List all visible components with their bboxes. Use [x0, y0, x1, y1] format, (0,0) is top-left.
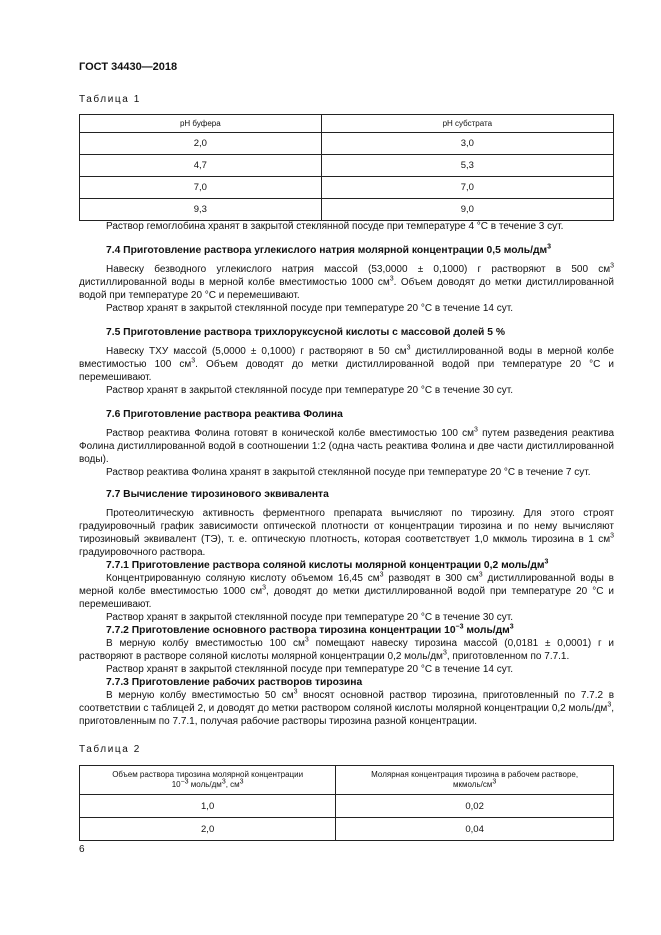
- section-heading-7-7: 7.7 Вычисление тирозинового эквивалента: [106, 489, 329, 500]
- table-cell: 5,3: [321, 155, 613, 177]
- table1-header-buffer-ph: рН буфера: [80, 115, 322, 133]
- paragraph: Раствор реактива Фолина готовят в конической колбе вместимостью 100 $см^3$ путем разведения реактива Фолина дистиллированной водой в соотношении 1:2 (одна часть реактива Фолина и две части дистиллированной воды).: [79, 426, 614, 465]
- paragraph: Протеолитическую активность ферментного препарата вычисляют по тирозину. Для этого строят градуировочный график зависимости оптической плотности от концентрации тирозина и по нему вычисляют тирозиновый эквивалент (ТЭ), т. е. оптическую плотность, которая соответствует 1,0 мкмоль тирозина в 1 $см^3$ градуировочного раствора.: [79, 508, 614, 558]
- body-text-block-2: [79, 488, 614, 728]
- paragraph: Раствор хранят в закрытой стеклянной посуде при температуре 20 °С в течение 30 сут.: [106, 612, 513, 623]
- table-row: [80, 795, 614, 818]
- paragraph: Навеску ТХУ массой (5,0000 ± 0,1000) г растворяют в 50 $см^3$ дистиллированной воды в мерной колбе вместимостью 100 $см^3$. Объем доводят до метки дистиллированной водой при температуре 20 °С и перемешивают.: [79, 344, 614, 383]
- table1: [79, 114, 614, 221]
- paragraph: Раствор хранят в закрытой стеклянной посуде при температуре 20 °С в течение 14 сут.: [106, 303, 513, 314]
- table-row: [80, 199, 614, 221]
- paragraph: Раствор гемоглобина хранят в закрытой стеклянной посуде при температуре 4 °С в течение 3 сут.: [106, 221, 564, 232]
- table2-caption: Таблица 2: [79, 744, 141, 755]
- table2: [79, 765, 614, 841]
- paragraph: Раствор реактива Фолина хранят в закрытой стеклянной посуде при температуре 20 °С в течение 7 сут.: [106, 467, 591, 478]
- section-heading-7-7-3: 7.7.3 Приготовление рабочих растворов тирозина: [106, 677, 363, 688]
- table-cell: 2,0: [80, 818, 336, 841]
- section-heading-7-7-2: 7.7.2 Приготовление основного раствора тирозина концентрации $10^{-3}$ моль/$дм^3$: [106, 623, 514, 636]
- table2-header-volume: Объем раствора тирозина молярной концентрации $10^{-3}$ моль/$дм^3$, $см^3$: [80, 766, 336, 795]
- section-heading-7-6: 7.6 Приготовление раствора реактива Фолина: [106, 409, 343, 420]
- document-header: ГОСТ 34430—2018: [79, 61, 178, 73]
- paragraph: В мерную колбу вместимостью 100 $см^3$ помещают навеску тирозина массой (0,0181 ± 0,0001) г и растворяют в растворе соляной кислоты молярной концентрации 0,2 моль/$дм^3$, приготовленном по 7.7.1.: [79, 636, 614, 662]
- page-number: 6: [79, 844, 85, 855]
- table2-header-concentration: Молярная концентрация тирозина в рабочем растворе, мкмоль/$см^3$: [336, 766, 614, 795]
- section-heading-7-7-1: 7.7.1 Приготовление раствора соляной кислоты молярной концентрации 0,2 моль/$дм^3$: [106, 558, 549, 571]
- table-row: [80, 818, 614, 841]
- section-heading-7-5: 7.5 Приготовление раствора трихлоруксусной кислоты с массовой долей 5 %: [106, 327, 505, 338]
- table-cell: 3,0: [321, 133, 613, 155]
- paragraph: В мерную колбу вместимостью 50 $см^3$ вносят основной раствор тирозина, приготовленный по 7.7.2 в соответствии с таблицей 2, и доводят до метки раствором соляной кислоты молярной концентрации 0,2 моль/$дм^3$, приготовленным по 7.7.1, получая рабочие растворы тирозина разной концентрации.: [79, 688, 615, 727]
- table-cell: 2,0: [80, 133, 322, 155]
- paragraph: Раствор хранят в закрытой стеклянной посуде при температуре 20 °С в течение 14 сут.: [106, 664, 513, 675]
- table-cell: 0,02: [336, 795, 614, 818]
- table-cell: 1,0: [80, 795, 336, 818]
- table-row: [80, 177, 614, 199]
- table-row: [80, 133, 614, 155]
- table-cell: 4,7: [80, 155, 322, 177]
- paragraph: Раствор хранят в закрытой стеклянной посуде при температуре 20 °С в течение 30 сут.: [106, 385, 513, 396]
- table-cell: 0,04: [336, 818, 614, 841]
- section-heading-7-4: 7.4 Приготовление раствора углекислого натрия молярной концентрации 0,5 моль/$дм^3$: [106, 243, 552, 256]
- body-text-block-1: [79, 220, 614, 479]
- table1-header-substrate-ph: рН субстрата: [321, 115, 613, 133]
- table-cell: 7,0: [80, 177, 322, 199]
- table1-caption: Таблица 1: [79, 94, 141, 105]
- paragraph: Концентрированную соляную кислоту объемом 16,45 $см^3$ разводят в 300 $см^3$ дистиллированной воды в мерной колбе вместимостью 1000 $см^3$, доводят до метки дистиллированной водой при температуре 20 °С и перемешивают.: [79, 571, 614, 610]
- paragraph: Навеску безводного углекислого натрия массой (53,0000 ± 0,1000) г растворяют в 500 $см^3$ дистиллированной воды в мерной колбе вместимостью 1000 $см^3$. Объем доводят до метки дистиллированной водой при температуре 20 °С и перемешивают.: [79, 262, 614, 301]
- table-cell: 7,0: [321, 177, 613, 199]
- table-cell: 9,0: [321, 199, 613, 221]
- table-cell: 9,3: [80, 199, 322, 221]
- table-row: [80, 155, 614, 177]
